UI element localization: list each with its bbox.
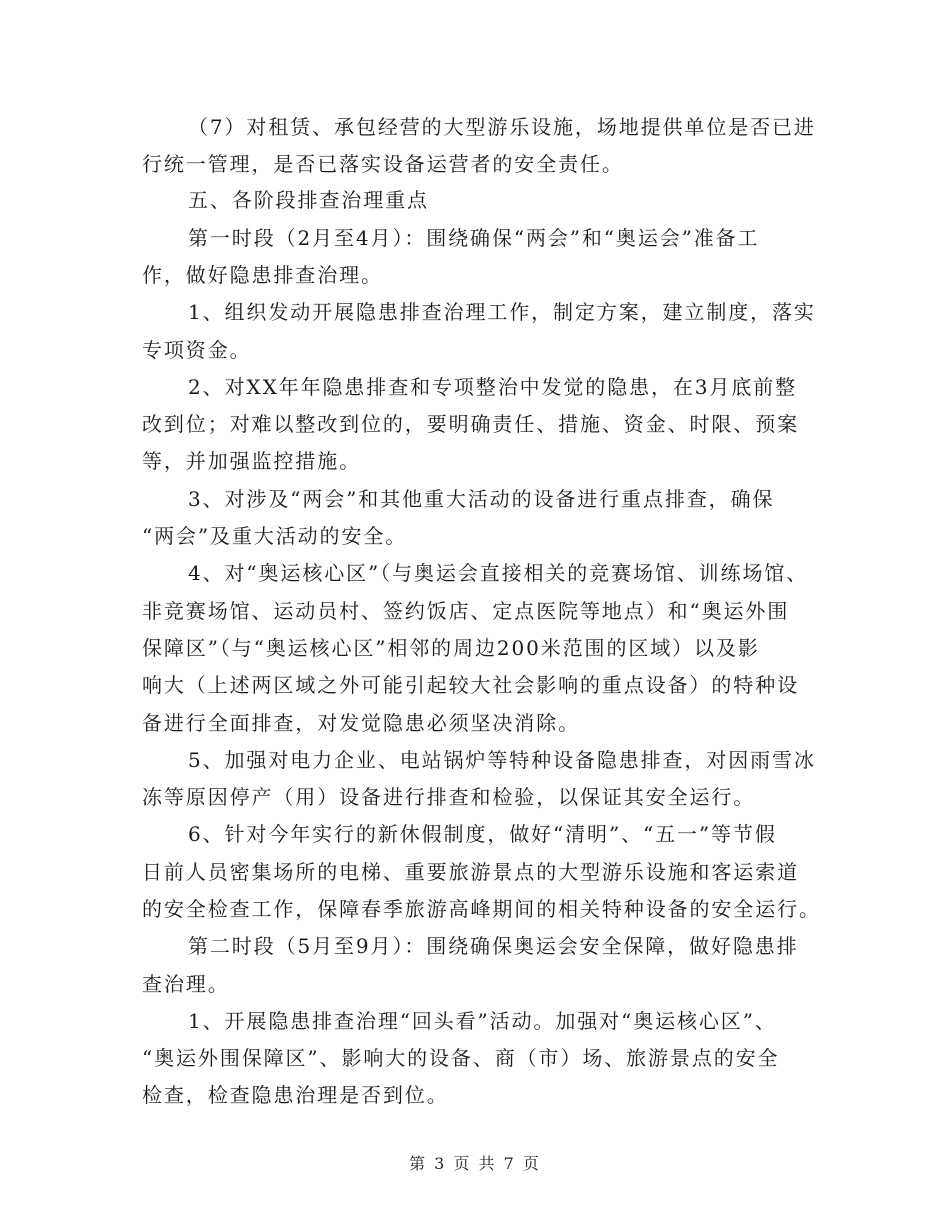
paragraph-line: 1、开展隐患排查治理“回头看”活动。加强对“奥运核心区”、 xyxy=(188,1009,777,1033)
paragraph-line: 等，并加强监控措施。 xyxy=(142,449,361,473)
paragraph-line: 专项资金。 xyxy=(142,338,252,362)
paragraph-line: 4、对“奥运核心区”（与奥运会直接相关的竞赛场馆、训练场馆、 xyxy=(188,561,809,585)
paragraph-line: 3、对涉及“两会”和其他重大活动的设备进行重点排查，确保 xyxy=(188,487,775,511)
paragraph-line: 冻等原因停产（用）设备进行排查和检验，以保证其安全运行。 xyxy=(142,785,756,809)
paragraph-line: 第一时段（2月至4月）：围绕确保“两会”和“奥运会”准备工 xyxy=(188,226,760,250)
paragraph-line: 第二时段（5月至9月）：围绕确保奥运会安全保障，做好隐患排 xyxy=(188,934,799,958)
page-number-footer: 第 3 页 共 7 页 xyxy=(409,1154,541,1173)
paragraph-line: 作，做好隐患排查治理。 xyxy=(142,263,383,287)
paragraph-line: 非竞赛场馆、运动员村、签约饭店、定点医院等地点）和“奥运外围 xyxy=(142,599,790,623)
paragraph-line: 备进行全面排查，对发觉隐患必须坚决消除。 xyxy=(142,711,580,735)
paragraph-line: 改到位；对难以整改到位的，要明确责任、措施、资金、时限、预案 xyxy=(142,412,799,436)
paragraph-line: 行统一管理，是否已落实设备运营者的安全责任。 xyxy=(142,152,624,176)
paragraph-line: 2、对XX年年隐患排查和专项整治中发觉的隐患，在3月底前整 xyxy=(188,375,798,399)
paragraph-line: 5、加强对电力企业、电站锅炉等特种设备隐患排查，对因雨雪冰 xyxy=(188,748,816,772)
paragraph-line: 保障区”（与“奥运核心区”相邻的周边200米范围的区域）以及影 xyxy=(142,636,760,660)
paragraph-line: 日前人员密集场所的电梯、重要旅游景点的大型游乐设施和客运索道 xyxy=(142,860,799,884)
paragraph-line: 查治理。 xyxy=(142,972,230,996)
paragraph-line: “两会”及重大活动的安全。 xyxy=(142,524,408,548)
paragraph-line: 的安全检查工作，保障春季旅游高峰期间的相关特种设备的安全运行。 xyxy=(142,897,821,921)
section-heading: 五、各阶段排查治理重点 xyxy=(188,188,429,212)
paragraph-line: （7）对租赁、承包经营的大型游乐设施，场地提供单位是否已进 xyxy=(188,115,816,139)
paragraph-line: 检查，检查隐患治理是否到位。 xyxy=(142,1083,449,1107)
paragraph-line: 响大（上述两区域之外可能引起较大社会影响的重点设备）的特种设 xyxy=(142,673,799,697)
paragraph-line: 1、组织发动开展隐患排查治理工作，制定方案，建立制度，落实 xyxy=(188,300,816,324)
paragraph-line: 6、针对今年实行的新休假制度，做好“清明”、“五一”等节假 xyxy=(188,822,777,846)
paragraph-line: “奥运外围保障区”、影响大的设备、商（市）场、旅游景点的安全 xyxy=(142,1046,780,1070)
